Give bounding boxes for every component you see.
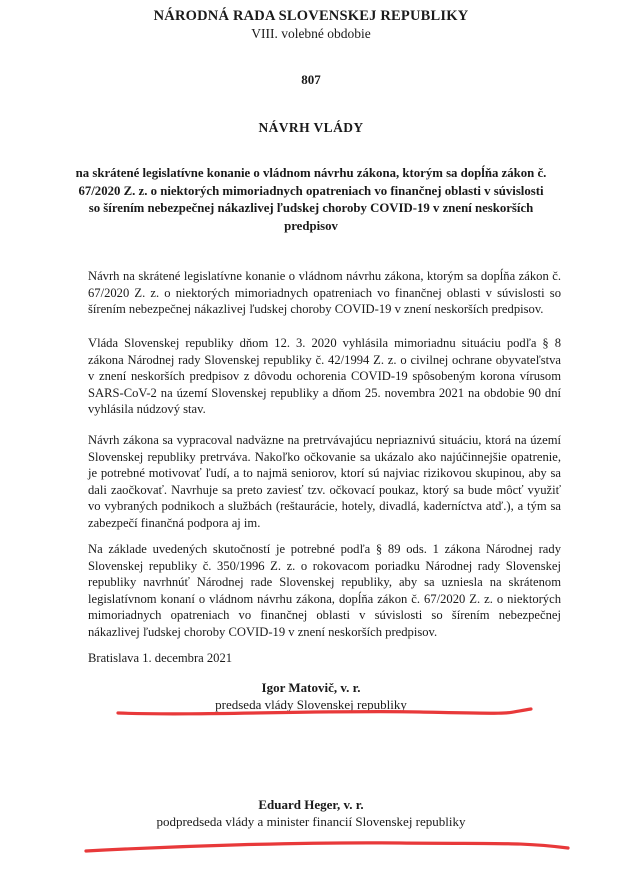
body-paragraph-2: Vláda Slovenskej republiky dňom 12. 3. 2020 vyhlásila mimoriadnu situáciu podľa § 8 zákona Národnej rady Slovenskej republiky č. 42/1994 Z. z. o civilnej ochrane obyvateľstva v znení neskorších predpisov z dôvodu ochorenia COVID-19 spôsobeným korona vírusom SARS-CoV-2 na území Slovenskej republiky a dňom 25. novembra 2021 na obdobie 90 dní vyhlásila núdzový stav.	[88, 336, 561, 416]
signatory-1-role: predseda vlády Slovenskej republiky	[215, 697, 407, 712]
signatory-2-name: Eduard Heger, v. r.	[258, 797, 364, 812]
place-date: Bratislava 1. decembra 2021	[88, 651, 233, 665]
red-underline-1	[118, 709, 531, 714]
signatory-2-role: podpredseda vlády a minister financií Slovenskej republiky	[156, 814, 466, 829]
body-paragraph-3: Návrh zákona sa vypracoval nadväzne na pretrvávajúcu nepriaznivú situáciu, ktorá na území Slovenskej republiky pretrváva. Nakoľko očkovanie sa ukázalo ako najúčinnejšie opatrenie, je potrebné motivovať ľudí, a to najmä seniorov, ktorí sú najviac rizikovou skupinou, aby sa dali zaočkovať. Navrhuje sa preto zaviesť tzv. očkovací poukaz, ktorý sa bude môcť využiť vo vybraných podnikoch a službách (reštaurácie, hotely, divadlá, kaderníctva atď.), a tým sa zabezpečí finančná podpora aj im.	[88, 433, 561, 530]
body-paragraph-1: Návrh na skrátené legislatívne konanie o vládnom návrhu zákona, ktorým sa dopĺňa zákon č. 67/2020 Z. z. o niektorých mimoriadnych opatreniach vo finančnej oblasti v súvislosti so šírením nebezpečnej nákazlivej ľudskej choroby COVID-19 v znení neskorších predpisov.	[88, 269, 561, 316]
body-paragraph-4: Na základe uvedených skutočností je potrebné podľa § 89 ods. 1 zákona Národnej rady Slovenskej republiky č. 350/1996 Z. z. o rokovacom poriadku Národnej rady Slovenskej republiky navrhnúť Národnej rade Slovenskej republiky, aby sa uzniesla na skrátenom legislatívnom konaní o vládnom návrhu zákona, dopĺňa zákon č. 67/2020 Z. z. o niektorých mimoriadnych opatreniach vo finančnej oblasti v súvislosti so šírením nebezpečnej nákazlivej ľudskej choroby COVID-19 v znení neskorších predpisov.	[88, 542, 561, 639]
red-underline-2	[86, 843, 568, 851]
document-number: 807	[301, 72, 321, 87]
document-subject: na skrátené legislatívne konanie o vládnom návrhu zákona, ktorým sa dopĺňa zákon č. 67/2020 Z. z. o niektorých mimoriadnych opatreniach vo finančnej oblasti v súvislosti so šírením nebezpečnej nákazlivej ľudskej choroby COVID-19 v znení neskorších predpisov	[75, 166, 547, 233]
term-subheading: VIII. volebné obdobie	[251, 26, 371, 41]
institution-heading: NÁRODNÁ RADA SLOVENSKEJ REPUBLIKY	[153, 8, 469, 24]
document-title: NÁVRH VLÁDY	[258, 120, 364, 135]
signatory-1-name: Igor Matovič, v. r.	[261, 680, 361, 695]
